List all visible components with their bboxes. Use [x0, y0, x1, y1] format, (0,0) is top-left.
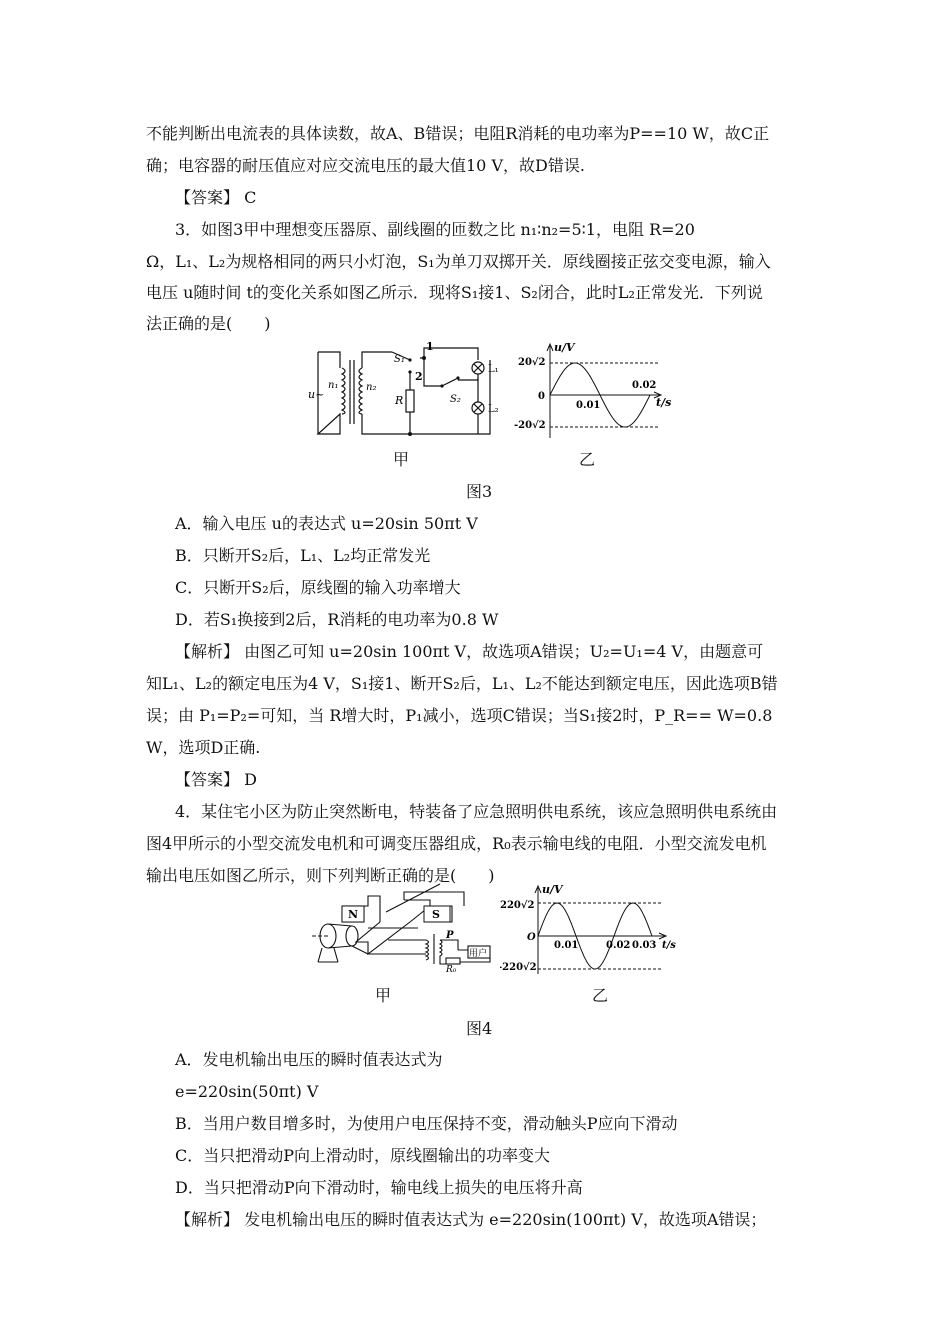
- figure-3-left-label: 甲: [393, 450, 410, 469]
- analysis-line: 【解析】 发电机输出电压的瞬时值表达式为 e=220sin(100πt) V，故选项A错误；: [175, 1210, 767, 1229]
- y-tick-label: -20√2: [514, 420, 546, 431]
- option-d: D．当只把滑动P向下滑动时，输电线上损失的电压将升高: [175, 1178, 583, 1197]
- x-tick-label: 0.03: [632, 940, 657, 951]
- y-tick-label: 220√2: [500, 900, 535, 911]
- circuit-label: 1: [426, 340, 434, 353]
- figure-3-circuit: [300, 338, 510, 442]
- y-tick-label: -220√2: [500, 962, 537, 973]
- option-a-formula: e=220sin(50πt) V: [175, 1082, 319, 1101]
- north-pole-label: N: [348, 908, 359, 921]
- figure-4-right-label: 乙: [592, 986, 609, 1005]
- x-tick-label: 0.01: [576, 400, 601, 411]
- text-line: W，选项D正确.: [146, 738, 261, 757]
- figure-3-graph: [510, 340, 680, 440]
- text-line: 图4甲所示的小型交流发电机和可调变压器组成，R₀表示输电线的电阻．小型交流发电机: [146, 834, 767, 853]
- y-axis-label: u/V: [542, 884, 563, 896]
- text-line: 输出电压如图乙所示，则下列判断正确的是( ): [146, 866, 495, 885]
- circuit-label: L₂: [488, 404, 499, 415]
- question-3-line: 3．如图3甲中理想变压器原、副线圈的匝数之比 n₁∶n₂=5∶1，电阻 R=20: [175, 220, 695, 239]
- slider-label: P: [446, 930, 454, 941]
- x-tick-label: 0.02: [606, 940, 631, 951]
- option-d: D．若S₁换接到2后，R消耗的电功率为0.8 W: [175, 610, 499, 629]
- answer-line: 【答案】 C: [175, 188, 257, 207]
- user-label: 用户: [469, 949, 488, 959]
- text-line: 不能判断出电流表的具体读数，故A、B错误；电阻R消耗的电功率为P==10 W，故C正: [146, 124, 770, 143]
- south-pole-label: S: [432, 908, 440, 921]
- y-axis-label: u/V: [554, 341, 575, 354]
- x-tick-label: 0.02: [632, 380, 657, 391]
- analysis-line: 【解析】 由图乙可知 u=20sin 100πt V，故选项A错误；U₂=U₁=4 V，由题意可: [175, 642, 764, 661]
- circuit-label: L₁: [488, 364, 499, 375]
- circuit-label: S₁: [394, 354, 405, 365]
- figure-4-left-label: 甲: [375, 986, 392, 1005]
- text-line: 知L₁、L₂的额定电压为4 V，S₁接1、断开S₂后，L₁、L₂不能达到额定电压，因此选项B错: [146, 674, 778, 693]
- figure-4-caption: 图4: [466, 1019, 493, 1038]
- circuit-label: n₁: [328, 380, 339, 391]
- x-axis-label: t/s: [662, 940, 676, 951]
- question-4-line: 4．某住宅小区为防止突然断电，特装备了应急照明供电系统，该应急照明供电系统由: [175, 802, 778, 821]
- text-line: 电压 u随时间 t的变化关系如图乙所示．现将S₁接1、S₂闭合，此时L₂正常发光．下列说: [146, 283, 763, 302]
- figure-3-caption: 图3: [466, 482, 493, 501]
- x-axis-label: t/s: [656, 396, 672, 409]
- figure-4-generator: [308, 882, 498, 974]
- x-tick-label: 0.01: [554, 940, 579, 951]
- origin-label: 0: [538, 391, 545, 402]
- option-b: B．当用户数目增多时，为使用户电压保持不变，滑动触头P应向下滑动: [175, 1114, 678, 1133]
- option-c: C．只断开S₂后，原线圈的输入功率增大: [175, 578, 461, 597]
- option-a: A．发电机输出电压的瞬时值表达式为: [175, 1050, 443, 1069]
- figure-4-graph: [500, 884, 690, 976]
- circuit-label: R: [395, 394, 404, 407]
- circuit-label: n₂: [366, 382, 377, 393]
- y-tick-label: 20√2: [518, 357, 546, 368]
- option-c: C．当只把滑动P向上滑动时，原线圈输出的功率变大: [175, 1146, 551, 1165]
- circuit-label: S₂: [450, 394, 461, 405]
- text-line: 确；电容器的耐压值应对应交流电压的最大值10 V，故D错误.: [146, 156, 585, 175]
- figure-3-right-label: 乙: [579, 450, 596, 469]
- resistor-label: R₀: [446, 965, 457, 974]
- origin-label: O: [527, 932, 536, 943]
- option-a: A．输入电压 u的表达式 u=20sin 50πt V: [175, 514, 478, 533]
- option-b: B．只断开S₂后，L₁、L₂均正常发光: [175, 546, 431, 565]
- text-line: 误；由 P₁=P₂=可知，当 R增大时，P₁减小，选项C错误；当S₁接2时，P_R== W=0.8: [146, 706, 773, 725]
- answer-line: 【答案】 D: [175, 770, 257, 789]
- text-line: 法正确的是( ): [146, 314, 271, 333]
- circuit-label: u~: [308, 388, 325, 401]
- circuit-label: 2: [415, 370, 423, 383]
- text-line: Ω，L₁、L₂为规格相同的两只小灯泡，S₁为单刀双掷开关．原线圈接正弦交变电源，输入: [146, 252, 771, 271]
